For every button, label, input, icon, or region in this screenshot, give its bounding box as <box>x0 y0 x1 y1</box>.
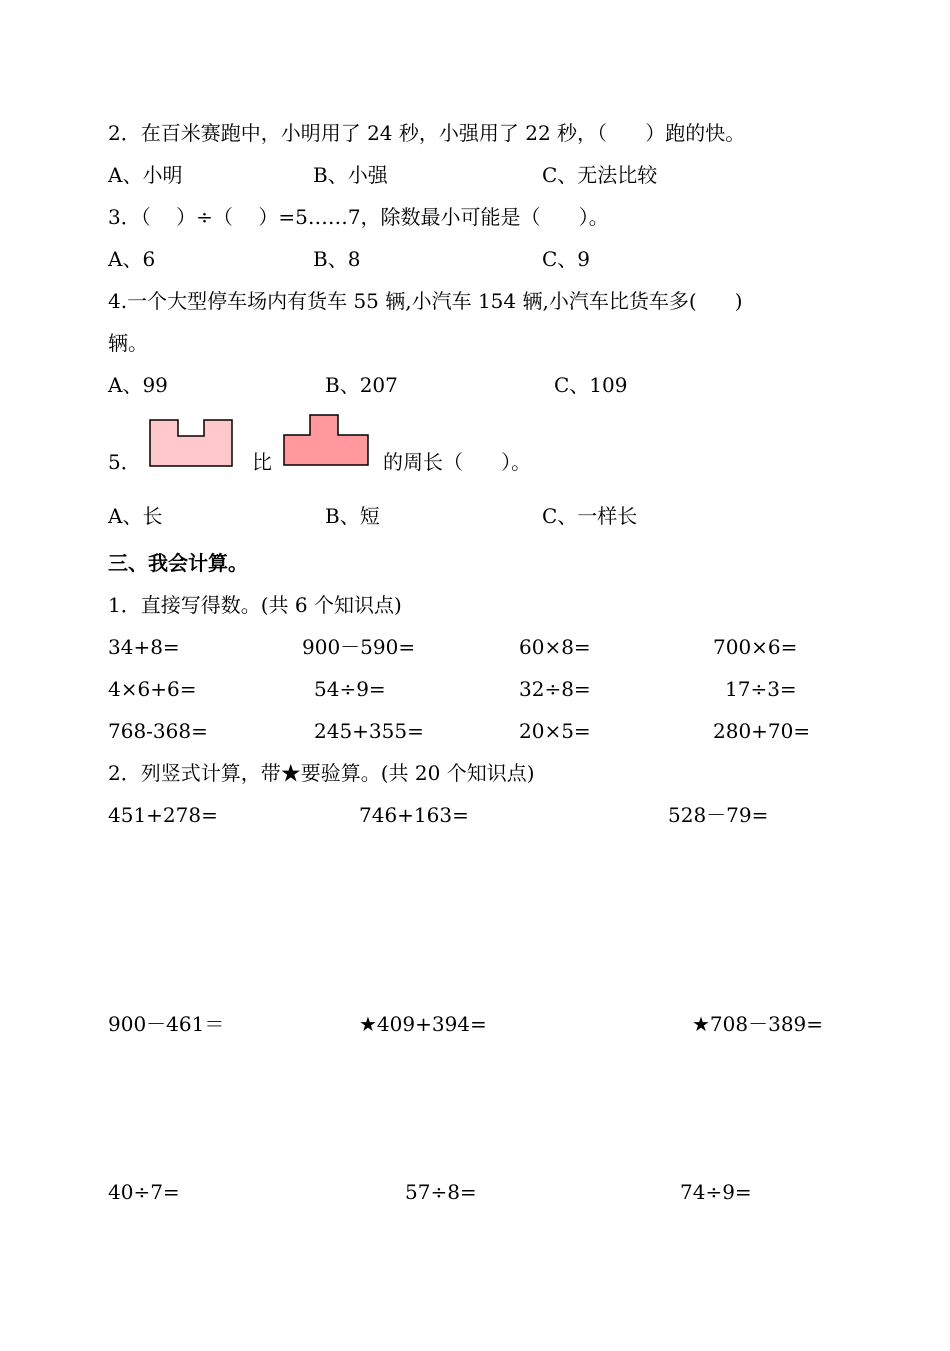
q2-option-a: A、小明 <box>108 163 183 187</box>
mental-problem: 700×6= <box>713 635 798 659</box>
mental-problem: 60×8= <box>519 635 591 659</box>
stepped-shape <box>284 415 368 465</box>
vertical-problem: 900－461＝ <box>108 1012 225 1036</box>
vertical-problem: ★409+394= <box>359 1012 487 1036</box>
q2-option-b: B、小强 <box>313 163 388 187</box>
mental-problem: 20×5= <box>519 719 591 743</box>
mental-math-subheading: 1．直接写得数。(共 6 个知识点) <box>108 593 402 617</box>
vertical-problem: 451+278= <box>108 803 218 827</box>
q4-text: 4.一个大型停车场内有货车 55 辆,小汽车 154 辆,小汽车比货车多( ) <box>108 289 743 313</box>
mental-problem: 34+8= <box>108 635 180 659</box>
mental-problem: 245+355= <box>314 719 424 743</box>
q5-compare-word: 比 <box>252 450 272 474</box>
q5-option-a: A、长 <box>108 504 163 528</box>
notched-shape-figure <box>148 418 234 468</box>
vertical-calc-subheading: 2．列竖式计算，带★要验算。(共 20 个知识点) <box>108 761 535 785</box>
mental-problem: 54÷9= <box>314 677 386 701</box>
stepped-shape-figure <box>282 413 370 467</box>
q5-number: 5． <box>108 450 141 474</box>
vertical-problem: 74÷9= <box>680 1180 752 1204</box>
vertical-problem: 746+163= <box>359 803 469 827</box>
q5-option-c: C、一样长 <box>542 504 638 528</box>
q2-text: 2．在百米赛跑中，小明用了 24 秒，小强用了 22 秒，（ ）跑的快。 <box>108 121 746 145</box>
q5-text: 的周长（ ）。 <box>383 450 532 474</box>
q4-option-a: A、99 <box>108 373 168 397</box>
q4-option-c: C、109 <box>554 373 628 397</box>
q3-text: 3．（ ）÷（ ）=5……7，除数最小可能是（ ）。 <box>108 205 609 229</box>
vertical-problem: 40÷7= <box>108 1180 180 1204</box>
vertical-problem: ★708－389= <box>692 1012 824 1036</box>
mental-problem: 768-368= <box>108 719 208 743</box>
q3-option-b: B、8 <box>313 247 361 271</box>
q3-option-c: C、9 <box>542 247 591 271</box>
q3-option-a: A、6 <box>108 247 156 271</box>
mental-problem: 4×6+6= <box>108 677 197 701</box>
mental-problem: 32÷8= <box>519 677 591 701</box>
mental-problem: 17÷3= <box>725 677 797 701</box>
q5-option-b: B、短 <box>325 504 380 528</box>
notched-shape <box>150 420 232 466</box>
section3-heading: 三、我会计算。 <box>108 551 248 575</box>
q4-option-b: B、207 <box>325 373 398 397</box>
q4-text-cont: 辆。 <box>108 331 148 355</box>
vertical-problem: 57÷8= <box>405 1180 477 1204</box>
q2-option-c: C、无法比较 <box>542 163 658 187</box>
mental-problem: 280+70= <box>713 719 811 743</box>
vertical-problem: 528－79= <box>668 803 769 827</box>
mental-problem: 900－590= <box>302 635 416 659</box>
